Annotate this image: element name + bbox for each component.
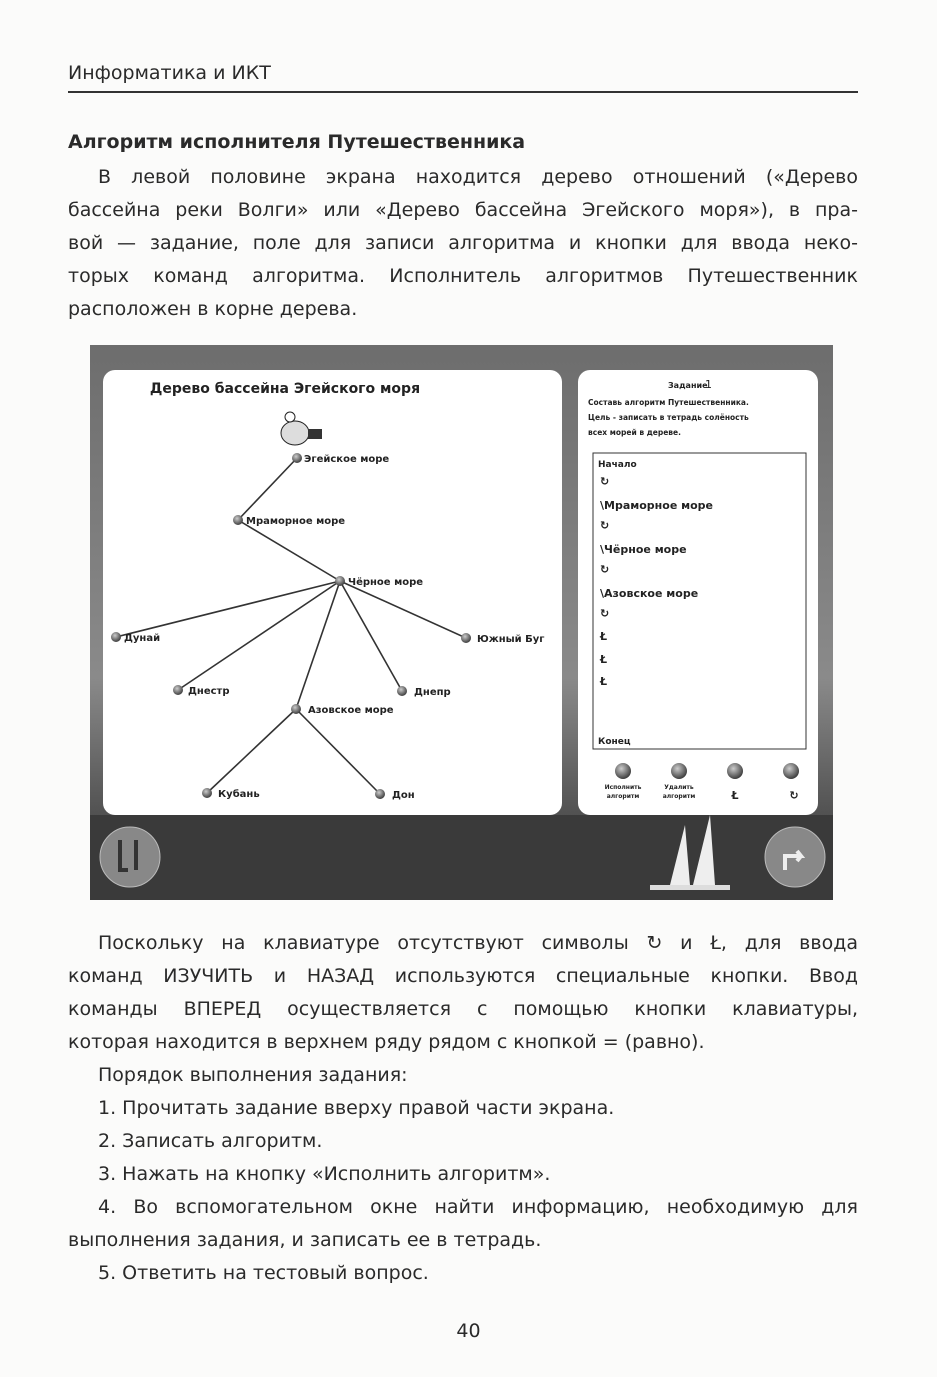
algorithm-line: Начало — [598, 460, 637, 470]
text-line: команды ВПЕРЕД осуществляется с помощью кнопки клавиатуры, — [68, 998, 858, 1020]
node-label: Южный Буг — [477, 634, 545, 645]
svg-text:Удалить: Удалить — [664, 784, 694, 791]
program-screenshot — [90, 345, 833, 900]
algorithm-line: \Мраморное море — [600, 499, 714, 512]
header-rule — [68, 91, 858, 93]
task-label: Задание — [668, 381, 708, 390]
svg-text:алгоритм: алгоритм — [662, 793, 696, 800]
step-item: 3. Нажать на кнопку «Исполнить алгоритм». — [98, 1163, 551, 1185]
algorithm-line: Ł — [600, 630, 608, 643]
text-line: бассейна реки Волги» или «Дерево бассейна Эгейского моря»), в пра- — [68, 199, 858, 221]
text-line: вой — задание, поле для записи алгоритма и кнопки для ввода неко- — [68, 232, 858, 254]
next-button[interactable] — [765, 827, 825, 887]
tree-node[interactable] — [291, 704, 301, 714]
node-label: Дон — [392, 790, 415, 801]
intro-paragraph — [68, 161, 858, 326]
section-title: Алгоритм исполнителя Путешественника — [68, 131, 526, 153]
algorithm-line: Ł — [600, 675, 608, 688]
step-item: 5. Ответить на тестовый вопрос. — [98, 1262, 429, 1284]
tree-node[interactable] — [111, 632, 121, 642]
node-label: Днепр — [414, 687, 451, 698]
page-number: 40 — [456, 1320, 481, 1342]
svg-text:алгоритм: алгоритм — [606, 793, 640, 800]
tree-node[interactable] — [292, 453, 302, 463]
algorithm-end: Конец — [598, 737, 631, 747]
node-label: Эгейское море — [304, 454, 390, 465]
svg-text:↻: ↻ — [789, 789, 799, 802]
node-label: Мраморное море — [246, 516, 346, 527]
step-item: 4. Во вспомогательном окне найти информацию, необходимую для — [98, 1196, 858, 1218]
task-text: Составь алгоритм Путешественника. — [588, 398, 749, 407]
svg-text:Ł: Ł — [731, 789, 739, 802]
node-label: Днестр — [188, 686, 230, 697]
algorithm-line: ↻ — [600, 563, 610, 576]
tree-node[interactable] — [461, 633, 471, 643]
node-label: Кубань — [218, 789, 260, 800]
algorithm-line: Ł — [600, 653, 608, 666]
algorithm-line: ↻ — [600, 519, 610, 532]
task-number: 1 — [705, 378, 712, 391]
body-paragraph — [68, 927, 858, 1290]
task-text: Цель - записать в тетрадь солёность — [588, 413, 749, 422]
algorithm-line: \Азовское море — [600, 587, 699, 600]
tree-node[interactable] — [202, 788, 212, 798]
node-label: Дунай — [124, 633, 161, 644]
text-line: команд ИЗУЧИТЬ и НАЗАД используются специальные кнопки. Ввод — [68, 965, 858, 987]
text-line: которая находится в верхнем ряду рядом с кнопкой = (равно). — [68, 1031, 705, 1053]
text-line: В левой половине экрана находится дерево отношений («Дерево — [98, 166, 858, 188]
node-label: Азовское море — [308, 705, 394, 716]
task-text: всех морей в дереве. — [588, 428, 681, 437]
text-line: расположен в корне дерева. — [68, 298, 358, 320]
algorithm-field[interactable] — [593, 453, 806, 749]
algorithm-line: \Чёрное море — [600, 543, 687, 556]
tree-node[interactable] — [375, 789, 385, 799]
node-label: Чёрное море — [348, 577, 424, 588]
order-title: Порядок выполнения задания: — [98, 1064, 408, 1086]
tree-node[interactable] — [397, 686, 407, 696]
tree-node[interactable] — [233, 515, 243, 525]
step-item: выполнения задания, и записать ее в тетрадь. — [68, 1229, 542, 1251]
tree-title: Дерево бассейна Эгейского моря — [149, 381, 421, 397]
exit-button[interactable] — [100, 827, 160, 887]
text-line: торых команд алгоритма. Исполнитель алгоритмов Путешественник — [68, 265, 858, 287]
svg-text:Исполнить: Исполнить — [604, 784, 642, 791]
running-header: Информатика и ИКТ — [68, 62, 271, 84]
tree-node[interactable] — [335, 576, 345, 586]
tree-panel — [103, 370, 562, 815]
step-item: 1. Прочитать задание вверху правой части экрана. — [98, 1097, 615, 1119]
algorithm-line: ↻ — [600, 475, 610, 488]
algorithm-line: ↻ — [600, 607, 610, 620]
step-item: 2. Записать алгоритм. — [98, 1130, 323, 1152]
text-line: Поскольку на клавиатуре отсутствуют символы ↻ и Ł, для ввода — [98, 932, 858, 954]
tree-node[interactable] — [173, 685, 183, 695]
